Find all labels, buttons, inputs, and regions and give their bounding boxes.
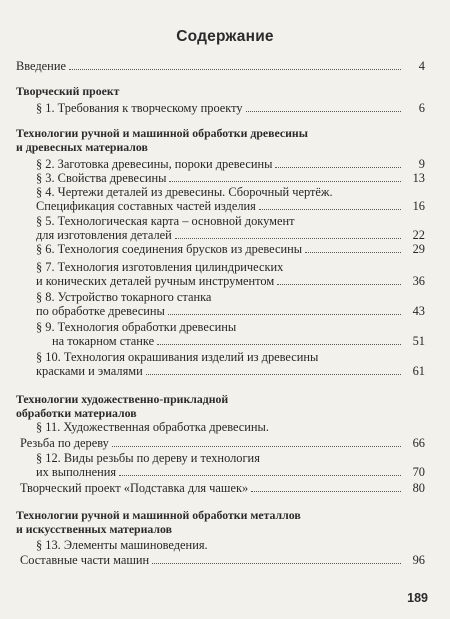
entry-text: § 13. Элементы машиноведения.: [36, 538, 208, 552]
dot-leader: [169, 181, 401, 182]
entry-text: § 1. Требования к творческому проекту: [36, 101, 243, 115]
entry-page: 66: [412, 436, 425, 450]
entry-text: § 10. Технология окрашивания изделий из древесины: [36, 350, 319, 364]
toc-entry: [16, 304, 425, 318]
section-heading: Технологии ручной и машинной обработки металлов: [16, 508, 301, 522]
entry-text-cont: на токарном станке: [52, 334, 155, 348]
toc-entry: [16, 171, 425, 185]
dot-leader: [157, 344, 401, 345]
entry-page: 22: [412, 228, 425, 242]
entry-text: § 7. Технология изготовления цилиндрических: [36, 260, 284, 274]
page-title: Содержание: [176, 28, 274, 45]
entry-page: 9: [418, 157, 425, 171]
toc-entry: [16, 364, 425, 378]
dot-leader: [112, 446, 401, 447]
toc-entry: [16, 157, 425, 171]
toc-entry: [16, 334, 425, 348]
entry-page: 80: [412, 481, 425, 495]
toc-entry: [16, 199, 425, 213]
entry-page: 70: [412, 465, 425, 479]
entry-page: 6: [418, 101, 425, 115]
dot-leader: [251, 491, 401, 492]
entry-text: § 4. Чертежи деталей из древесины. Сборочный чертёж.: [36, 185, 333, 199]
entry-text: § 9. Технология обработки древесины: [36, 320, 237, 334]
toc-entry: [16, 101, 425, 115]
dot-leader: [175, 238, 401, 239]
entry-page: 4: [418, 59, 425, 73]
dot-leader: [69, 69, 401, 70]
entry-text-cont: Резьба по дереву: [20, 436, 109, 450]
dot-leader: [275, 167, 401, 168]
entry-page: 51: [412, 334, 425, 348]
entry-text: § 2. Заготовка древесины, пороки древесины: [36, 157, 273, 171]
dot-leader: [119, 475, 401, 476]
entry-page: 96: [412, 553, 425, 567]
entry-text: § 6. Технология соединения брусков из древесины: [36, 242, 303, 256]
entry-text: Введение: [16, 59, 66, 73]
dot-leader: [246, 111, 401, 112]
entry-text: § 3. Свойства древесины: [36, 171, 167, 185]
entry-page: 61: [412, 364, 425, 378]
section-heading: Технологии художественно-прикладной: [16, 392, 229, 406]
entry-text: § 8. Устройство токарного станка: [36, 290, 212, 304]
toc-entry: [16, 242, 425, 256]
section-heading-cont: и древесных материалов: [16, 140, 148, 154]
page-number: 189: [407, 591, 428, 605]
entry-text-cont: для изготовления деталей: [36, 228, 172, 242]
entry-page: 36: [412, 274, 425, 288]
section-heading-cont: и искусственных материалов: [16, 522, 173, 536]
entry-text-cont: и конических деталей ручным инструментом: [36, 274, 275, 288]
entry-text-cont: красками и эмалями: [36, 364, 143, 378]
entry-page: 16: [412, 199, 425, 213]
entry-text-cont: Составные части машин: [20, 553, 150, 567]
entry-page: 43: [412, 304, 425, 318]
entry-text: Творческий проект «Подставка для чашек»: [20, 481, 249, 495]
entry-text: § 12. Виды резьбы по дереву и технология: [36, 451, 260, 465]
dot-leader: [168, 314, 401, 315]
entry-text: § 11. Художественная обработка древесины.: [36, 420, 269, 434]
section-heading: Технологии ручной и машинной обработки древесины: [16, 126, 308, 140]
dot-leader: [152, 563, 401, 564]
dot-leader: [259, 209, 401, 210]
entry-page: 13: [412, 171, 425, 185]
entry-text-cont: Спецификация составных частей изделия: [36, 199, 256, 213]
toc-entry: [16, 481, 425, 495]
toc-entry: [16, 274, 425, 288]
entry-text-cont: по обработке древесины: [36, 304, 165, 318]
toc-entry: [16, 436, 425, 450]
dot-leader: [305, 252, 401, 253]
toc-entry: [16, 228, 425, 242]
section-heading: Творческий проект: [16, 84, 120, 98]
section-heading-cont: обработки материалов: [16, 406, 137, 420]
toc-entry: [16, 553, 425, 567]
toc-entry-intro: [16, 59, 425, 73]
entry-text-cont: их выполнения: [36, 465, 117, 479]
toc-entry: [16, 465, 425, 479]
dot-leader: [277, 284, 401, 285]
entry-text: § 5. Технологическая карта – основной документ: [36, 214, 295, 228]
entry-page: 29: [412, 242, 425, 256]
dot-leader: [146, 374, 401, 375]
